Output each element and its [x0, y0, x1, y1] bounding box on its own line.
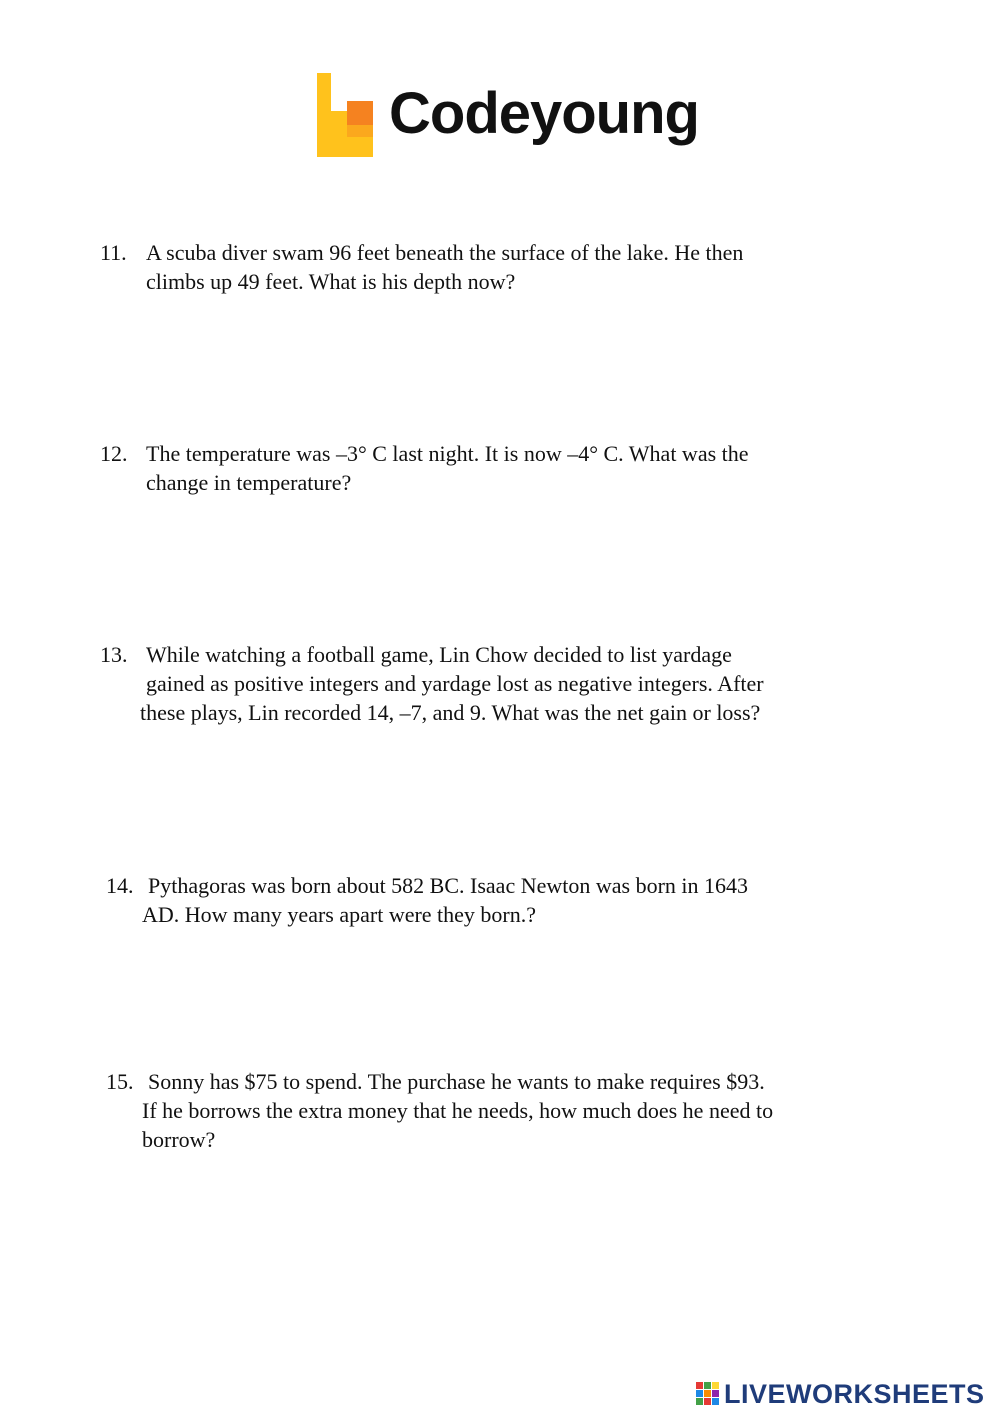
- question-number: 14.: [106, 873, 134, 898]
- question-line: Pythagoras was born about 582 BC. Isaac Newton was born in 1643: [148, 873, 749, 898]
- brand-name: Codeyoung: [389, 80, 699, 146]
- question-line: borrow?: [142, 1127, 216, 1152]
- question-text: [142, 1067, 886, 1154]
- question-number: 11.: [100, 240, 127, 265]
- question-12: [100, 439, 880, 497]
- question-text: [146, 439, 880, 497]
- question-number: 12.: [100, 441, 128, 466]
- question-line: If he borrows the extra money that he needs, how much does he need to: [142, 1098, 774, 1123]
- question-14: [106, 871, 886, 929]
- question-number: 15.: [106, 1069, 134, 1094]
- question-15: [106, 1067, 886, 1154]
- question-line: gained as positive integers and yardage lost as negative integers. After: [146, 671, 764, 696]
- question-11: [100, 238, 880, 296]
- codeyoung-logo: [313, 66, 699, 166]
- codeyoung-logo-icon: [313, 71, 379, 161]
- question-number: 13.: [100, 642, 128, 667]
- question-text: [146, 238, 880, 296]
- question-text: [142, 871, 886, 929]
- question-line: A scuba diver swam 96 feet beneath the surface of the lake. He then: [146, 240, 744, 265]
- question-line: Sonny has $75 to spend. The purchase he wants to make requires $93.: [148, 1069, 765, 1094]
- question-line: change in temperature?: [146, 470, 352, 495]
- question-13: [100, 640, 880, 727]
- liveworksheets-watermark: [696, 1377, 985, 1411]
- watermark-text: LIVEWORKSHEETS: [724, 1378, 985, 1409]
- question-text: [140, 640, 880, 727]
- question-line: climbs up 49 feet. What is his depth now?: [146, 269, 516, 294]
- question-line: The temperature was –3° C last night. It is now –4° C. What was the: [146, 441, 749, 466]
- question-line: AD. How many years apart were they born.?: [142, 902, 537, 927]
- liveworksheets-icon: [696, 1382, 720, 1406]
- question-line: these plays, Lin recorded 14, –7, and 9. What was the net gain or loss?: [140, 700, 761, 725]
- question-line: While watching a football game, Lin Chow decided to list yardage: [146, 642, 732, 667]
